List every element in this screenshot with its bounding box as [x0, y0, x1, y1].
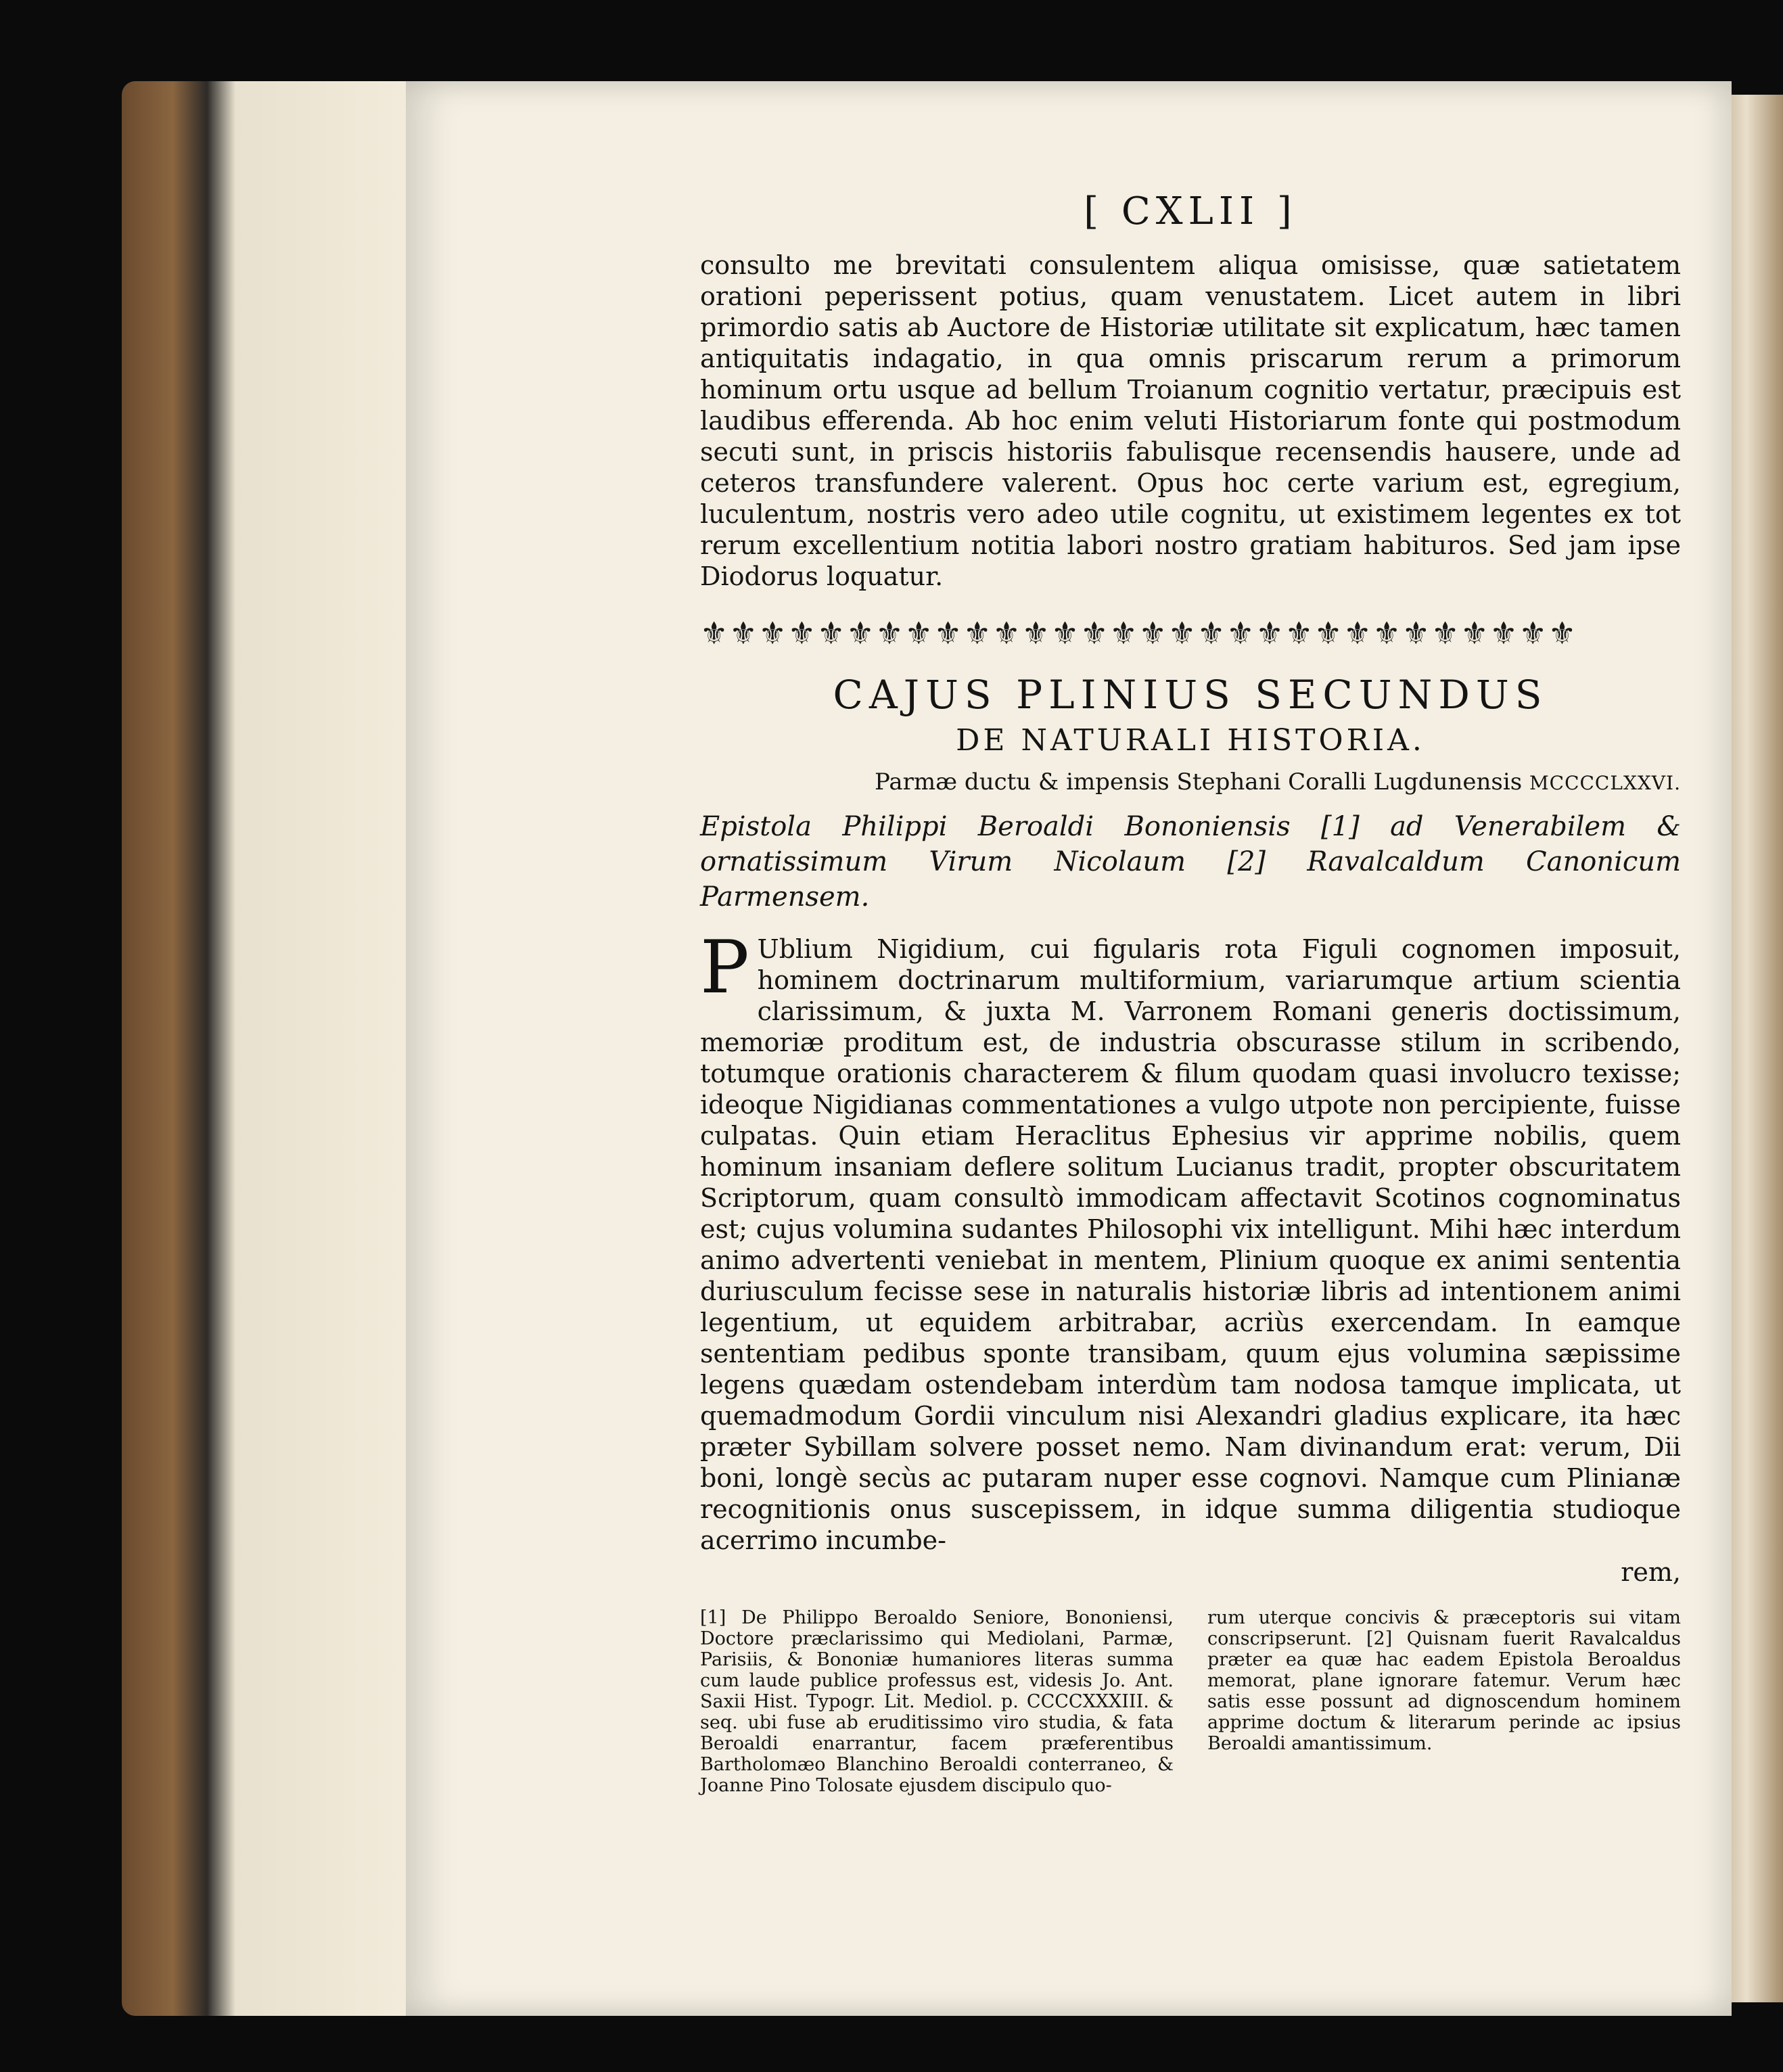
epistola-body: [700, 925, 1681, 1556]
footnotes: [700, 1607, 1681, 1796]
imprint-text: Parmæ ductu & impensis Stephani Coralli Lugdunensis: [875, 768, 1523, 796]
book-page: [406, 81, 1732, 2016]
ornament-divider: ⚜⚜⚜⚜⚜⚜⚜⚜⚜⚜⚜⚜⚜⚜⚜⚜⚜⚜⚜⚜⚜⚜⚜⚜⚜⚜⚜⚜⚜⚜: [700, 615, 1578, 651]
work-title: CAJUS PLINIUS SECUNDUS: [833, 672, 1548, 718]
epistola-body-text: Ublium Nigidium, cui figularis rota Figuli cognomen imposuit, hominem doctrinarum multiformium, variarumque artium scientia clarissimum, & juxta M. Varronem Romani generis doctissimum, memoriæ proditum est, de industria obscurasse stilum in scribendo, totumque orationis characterem & filum quodam quasi involucro texisse; ideoque Nigidianas commentationes a vulgo utpote non percipiente, fuisse culpatas. Quin etiam Heraclitus Ephesius vir apprime nobilis, quem hominum insaniam deflere solitum Lucianus tradit, propter obscuritatem Scriptorum, quam consultò immodicam affectavit Scotinos cognominatus est; cujus volumina sudantes Philosophi vix intelligunt. Mihi hæc interdum animo advertenti veniebat in mentem, Plinium quoque ex animi sententia duriusculum fecisse sese in naturalis historiæ libris ad intentionem animi legentium, ut equidem arbitrabar, acriùs exercendam. In eamque sententiam pedibus sponte transibam, quum ejus volumina sæpissime legens quædam ostendebam interdùm tam nodosa tamque implicata, ut quemadmodum Gordii vinculum nisi Alexandri gladius explicare, ita hæc præter Sybillam solvere posset nemo. Nam divinandum erat: verum, Dii boni, longè secùs ac putaram nuper esse cognovi. Namque cum Plinianæ recognitionis onus suscepissem, in idque summa diligentia studioque acerrimo incumbe-: [700, 934, 1681, 1555]
book-edge: [122, 81, 406, 2016]
page-number: [ CXLII ]: [1084, 189, 1297, 233]
footnote-right-column: rum uterque concivis & præceptoris sui vitam conscripserunt. [2] Quisnam fuerit Ravalcaldus præter ea quæ hac eadem Epistola Beroaldus memorat, plane ignorare fatemur. Verum hæc satis esse possunt ad dignoscendum hominem apprime doctum & literarum perinde ac ipsius Beroaldi amantissimum.: [1207, 1607, 1681, 1754]
imprint-year: MCCCCLXXVI.: [1529, 772, 1681, 794]
footnote-left-column: [1] De Philippo Beroaldo Seniore, Bononiensi, Doctore præclarissimo qui Mediolani, Parmæ, Parisiis, & Bononiæ humaniores literas summa cum laude publice professus est, videsis Jo. Ant. Saxii Hist. Typogr. Lit. Mediol. p. CCCCXXXIII. & seq. ubi fuse ab eruditissimo viro studia, & fata Beroaldi enarrantur, facem præferentibus Bartholomæo Blanchino Beroaldi conterraneo, & Joanne Pino Tolosate ejusdem discipulo quo-: [700, 1607, 1174, 1796]
catchword: rem,: [1621, 1557, 1681, 1587]
intro-paragraph: consulto me brevitati consulentem aliqua omisisse, quæ satietatem orationi peperissent potius, quam venustatem. Licet autem in libri primordio satis ab Auctore de Historiæ utilitate sit explicatum, hæc tamen antiquitatis indagatio, in qua omnis priscarum rerum a primorum hominum ortu usque ad bellum Troianum cognitio vertatur, præcipuis est laudibus efferenda. Ab hoc enim veluti Historiarum fonte qui postmodum secuti sunt, in priscis historiis fabulisque recensendis hausere, unde ad ceteros transfundere valerent. Opus hoc certe varium est, egregium, luculentum, nostris vero adeo utile cognitu, ut existimem legentes ex tot rerum excellentium notitia labori nostro gratiam habituros. Sed jam ipse Diodorus loquatur.: [700, 250, 1681, 591]
imprint: [700, 768, 1681, 796]
epistola-heading: Epistola Philippi Beroaldi Bononiensis [1] ad Venerabilem & ornatissimum Virum Nicolaum [2] Ravalcaldum Canonicum Parmensem.: [700, 811, 1681, 913]
drop-cap: P: [700, 925, 749, 1010]
work-subtitle: DE NATURALI HISTORIA.: [956, 723, 1425, 758]
page-content: [700, 189, 1681, 1796]
